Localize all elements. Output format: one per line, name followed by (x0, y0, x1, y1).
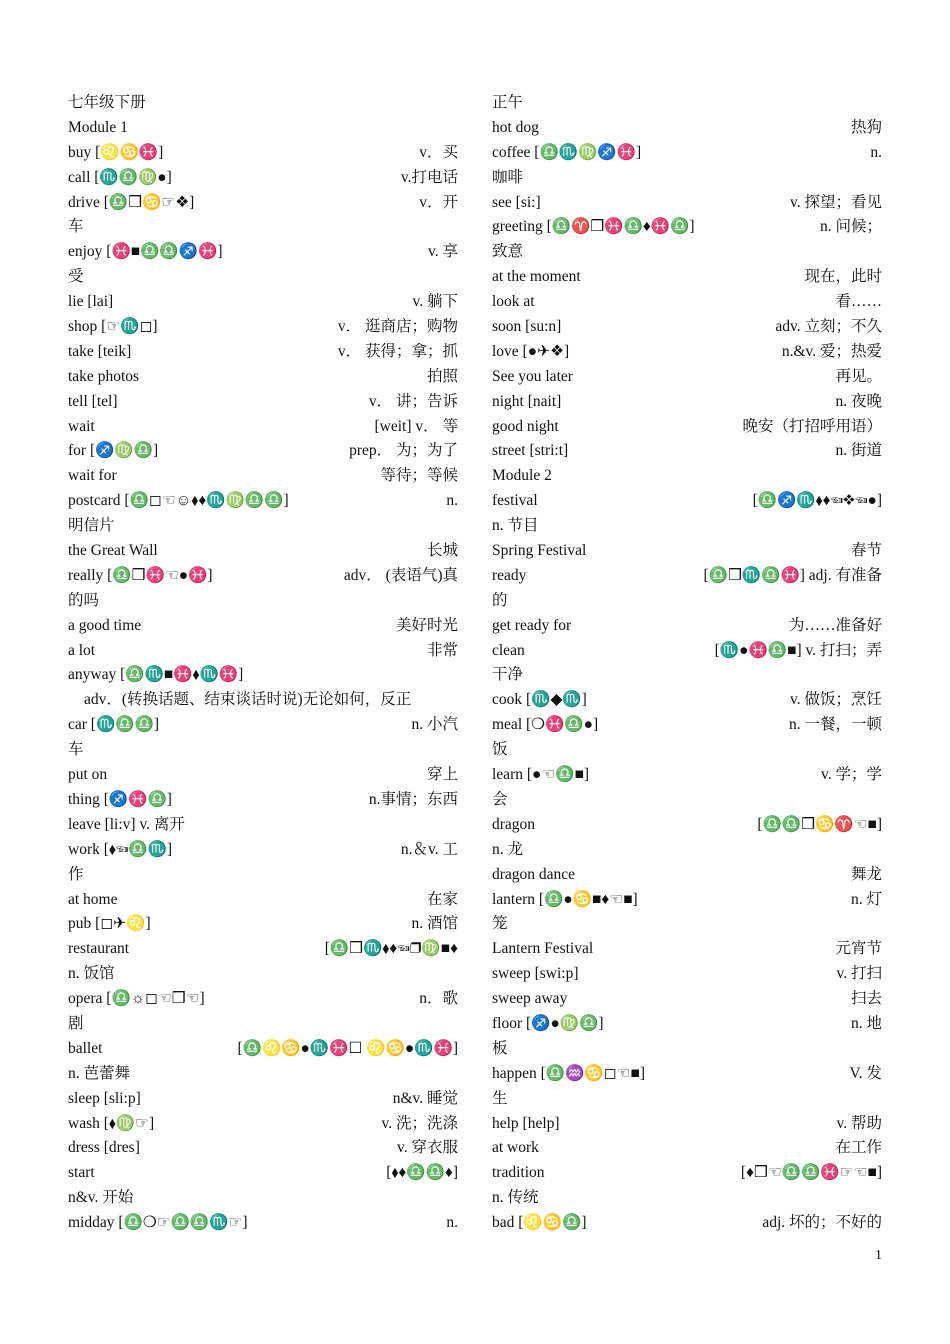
vocab-term: 车 (68, 218, 84, 236)
vocab-term: postcard [♎◻☜☺⬧♦♏♍♎♎] (68, 492, 289, 510)
vocab-line (492, 290, 882, 315)
vocab-line (492, 215, 882, 240)
vocab-term: tradition (492, 1164, 545, 1182)
vocab-line (492, 1087, 882, 1112)
vocab-line (492, 91, 882, 116)
vocab-definition: n. (446, 1214, 458, 1232)
vocab-term: the Great Wall (68, 542, 158, 560)
vocab-definition: [♦❒☜♎♎♓☞☜■] (740, 1164, 882, 1182)
vocab-definition: n&v. 睡觉 (392, 1089, 458, 1107)
vocab-term: dragon (492, 815, 536, 833)
vocab-definition: 非常 (426, 641, 458, 659)
vocab-definition: n. (446, 492, 458, 510)
vocab-line (492, 962, 882, 987)
vocab-definition: v．买 (419, 143, 458, 161)
vocab-line (68, 813, 458, 838)
vocab-definition: adv． (表语气)真 (343, 566, 458, 584)
vocab-term: 致意 (492, 243, 524, 261)
vocab-term: adv．(转换话题、结束谈话时说)无论如何，反正 (84, 691, 412, 709)
vocab-line (492, 1136, 882, 1161)
vocab-definition: 再见。 (835, 367, 882, 385)
vocab-definition: [♎❒♏⬧♦☜❒♍■♦ (324, 940, 458, 958)
vocab-term: at work (492, 1139, 539, 1157)
vocab-term: n&v. 开始 (68, 1189, 134, 1207)
vocab-definition: 在家 (426, 890, 458, 908)
vocab-definition: 拍照 (426, 367, 458, 385)
vocab-term: drive [♎❒♋☞❖] (68, 193, 195, 211)
right-column (492, 91, 882, 1236)
vocab-definition: 春节 (850, 542, 882, 560)
vocab-definition: 扫去 (850, 990, 882, 1008)
vocab-term: really [♎❒♓☜●♓] (68, 566, 213, 584)
vocab-term: 剧 (68, 1014, 84, 1032)
vocab-term: 板 (492, 1039, 508, 1057)
vocab-line (492, 1161, 882, 1186)
vocab-term: n. 节目 (492, 517, 539, 535)
vocab-definition: 舞龙 (850, 865, 882, 883)
vocab-line (492, 987, 882, 1012)
vocab-line (492, 788, 882, 813)
vocab-term: meal [❍♓♎●] (492, 716, 599, 734)
vocab-term: take [teik] (68, 342, 132, 360)
vocab-definition: 等待；等候 (380, 467, 458, 485)
vocab-definition: n. 酒馆 (411, 915, 458, 933)
vocab-definition: v. 帮助 (836, 1114, 882, 1132)
vocab-term: lie [lai] (68, 293, 114, 311)
vocab-term: shop [☞♏◻] (68, 318, 158, 336)
vocab-line (68, 713, 458, 738)
vocab-line (68, 91, 458, 116)
vocab-term: anyway [♎♏■♓⬧♏♓] (68, 666, 244, 684)
vocab-term: take photos (68, 367, 140, 385)
vocab-line (68, 365, 458, 390)
vocab-line (68, 141, 458, 166)
vocab-definition: v. 学；学 (821, 766, 882, 784)
vocab-definition: adv. 立刻；不久 (775, 318, 882, 336)
vocab-term: n. 饭馆 (68, 965, 115, 983)
vocab-term: greeting [♎♈❒♓♎♦♓♎] (492, 218, 695, 236)
vocab-line (68, 166, 458, 191)
vocab-definition: [♎♐♏⬧♦☜❖☜●] (752, 492, 882, 510)
vocab-line (492, 1037, 882, 1062)
vocab-line (68, 240, 458, 265)
vocab-term: at the moment (492, 268, 581, 286)
vocab-definition: [weit] v． 等 (374, 417, 458, 435)
vocab-term: Lantern Festival (492, 940, 594, 958)
vocab-term: happen [♎♒♋◻☜■] (492, 1064, 645, 1082)
vocab-term: a lot (68, 641, 96, 659)
vocab-definition: prep． 为；为了 (349, 442, 458, 460)
vocab-definition: v. 探望；看见 (790, 193, 882, 211)
vocab-term: leave [li:v] v. 离开 (68, 815, 185, 833)
vocab-term: for [♐♍♎] (68, 442, 159, 460)
vocab-line (492, 1012, 882, 1037)
vocab-line (492, 863, 882, 888)
vocab-term: 笼 (492, 915, 508, 933)
vocab-line (68, 340, 458, 365)
vocab-line (492, 614, 882, 639)
vocab-term: start (68, 1164, 95, 1182)
vocab-line (492, 1186, 882, 1211)
vocab-term: 饭 (492, 741, 508, 759)
vocab-term: soon [su:n] (492, 318, 562, 336)
vocab-line (492, 365, 882, 390)
vocab-line (68, 738, 458, 763)
vocab-line (68, 489, 458, 514)
vocab-definition: n. 街道 (835, 442, 882, 460)
vocab-term: wash [⬧♍☞] (68, 1114, 155, 1132)
vocab-definition: [♎♌♋●♏♓☐ ♌♋●♏♓] (237, 1039, 458, 1057)
vocab-term: clean (492, 641, 525, 659)
vocab-line (68, 937, 458, 962)
vocab-term: enjoy [♓■♎♎♐♓] (68, 243, 223, 261)
vocab-term: put on (68, 766, 108, 784)
vocab-term: n. 传统 (492, 1189, 539, 1207)
vocab-term: sweep away (492, 990, 568, 1008)
vocab-line (68, 614, 458, 639)
vocab-line (68, 265, 458, 290)
vocab-line (68, 1087, 458, 1112)
vocab-line (492, 1211, 882, 1236)
vocab-definition: v． 获得；拿；抓 (337, 342, 458, 360)
vocab-line (492, 539, 882, 564)
vocab-definition: v.打电话 (400, 168, 458, 186)
page-number: 1 (875, 1248, 882, 1263)
vocab-term: sleep [sli:p] (68, 1089, 141, 1107)
vocab-term: 受 (68, 268, 84, 286)
vocab-line (68, 589, 458, 614)
vocab-line (492, 589, 882, 614)
vocab-line (68, 1161, 458, 1186)
vocab-term: restaurant (68, 940, 130, 958)
vocab-term: a good time (68, 616, 142, 634)
vocab-term: festival (492, 492, 538, 510)
vocab-term: tell [tel] (68, 392, 118, 410)
vocab-term: ready (492, 566, 527, 584)
vocab-line (492, 912, 882, 937)
vocab-definition: 美好时光 (395, 616, 458, 634)
vocab-definition: v． 讲；告诉 (368, 392, 458, 410)
vocab-term: car [♏♎♎] (68, 716, 160, 734)
vocab-definition: n. 灯 (850, 890, 882, 908)
vocab-term: pub [◻✈♌] (68, 915, 151, 933)
vocab-term: buy [♌♋♓] (68, 143, 164, 161)
vocab-definition: n.＆v. 工 (400, 840, 458, 858)
vocab-line (68, 1012, 458, 1037)
vocab-term: ballet (68, 1039, 103, 1057)
vocab-line (68, 564, 458, 589)
vocab-line (492, 439, 882, 464)
vocab-definition: [♎❒♏♎♓] adj. 有准备 (703, 566, 882, 584)
vocab-term: 七年级下册 (68, 94, 146, 111)
vocab-line (68, 912, 458, 937)
vocab-line (68, 1112, 458, 1137)
vocab-line (68, 514, 458, 539)
vocab-line (68, 788, 458, 813)
vocab-line (492, 564, 882, 589)
vocab-line (492, 937, 882, 962)
vocab-line (492, 240, 882, 265)
vocab-line (492, 838, 882, 863)
vocab-term: get ready for (492, 616, 572, 634)
vocab-term: call [♏♎♍●] (68, 168, 172, 186)
vocab-line (492, 315, 882, 340)
vocab-term: look at (492, 293, 535, 311)
vocab-definition: n. 问候； (819, 218, 882, 236)
vocab-term: good night (492, 417, 559, 435)
vocab-term: 正午 (492, 94, 524, 111)
vocab-line (492, 489, 882, 514)
vocab-definition: v． 逛商店；购物 (337, 318, 458, 336)
vocab-definition: n. 夜晚 (835, 392, 882, 410)
vocab-line (68, 1136, 458, 1161)
vocab-line (492, 265, 882, 290)
vocab-term: night [nait] (492, 392, 562, 410)
vocab-definition: v. 打扫 (836, 965, 882, 983)
vocab-term: dragon dance (492, 865, 576, 883)
vocab-term: 车 (68, 741, 84, 759)
vocab-term: 明信片 (68, 517, 115, 535)
vocab-line (68, 464, 458, 489)
vocab-line (68, 639, 458, 664)
vocab-line (68, 315, 458, 340)
vocab-line (492, 763, 882, 788)
vocab-term: help [help] (492, 1114, 560, 1132)
vocab-line (68, 215, 458, 240)
vocab-line (492, 166, 882, 191)
vocab-term: at home (68, 890, 118, 908)
vocab-term: Module 2 (492, 467, 552, 485)
vocab-definition: v. 躺下 (412, 293, 458, 311)
vocab-definition: 在工作 (835, 1139, 882, 1157)
vocab-definition: n.&v. 爱；热爱 (781, 342, 882, 360)
vocab-term: 干净 (492, 666, 524, 684)
vocab-definition: v. 享 (428, 243, 458, 261)
vocab-line (68, 763, 458, 788)
vocab-line (68, 415, 458, 440)
vocab-line (492, 191, 882, 216)
vocab-term: See you later (492, 367, 573, 385)
vocab-term: dress [dres] (68, 1139, 140, 1157)
vocab-definition: v．开 (419, 193, 458, 211)
vocab-definition: [⬧♦♎♎♦] (386, 1164, 458, 1182)
vocab-definition: 长城 (426, 542, 458, 560)
vocab-term: bad [♌♋♎] (492, 1214, 587, 1232)
vocab-definition: n. 一餐，一顿 (788, 716, 882, 734)
vocab-line (492, 464, 882, 489)
vocab-line (68, 390, 458, 415)
vocab-definition: 热狗 (850, 118, 882, 136)
vocab-definition: [♏●♓♎■] v. 打扫；弄 (714, 641, 882, 659)
vocab-line (68, 439, 458, 464)
vocab-definition: 元宵节 (835, 940, 882, 958)
vocab-term: floor [♐●♍♎] (492, 1014, 604, 1032)
vocab-definition: v. 洗；洗涤 (381, 1114, 458, 1132)
vocab-definition: [♎♎❒♋♈☜■] (757, 815, 882, 833)
vocab-term: thing [♐♓♎] (68, 790, 172, 808)
vocab-line (492, 340, 882, 365)
vocab-term: Spring Festival (492, 542, 587, 560)
vocab-term: hot dog (492, 118, 539, 136)
vocab-line (492, 390, 882, 415)
vocab-term: wait for (68, 467, 117, 485)
vocab-line (492, 639, 882, 664)
vocab-definition: 穿上 (426, 766, 458, 784)
vocab-definition: v. 做饭；烹饪 (790, 691, 882, 709)
vocab-line (492, 663, 882, 688)
vocab-term: street [stri:t] (492, 442, 569, 460)
vocab-definition: v. 穿衣服 (397, 1139, 458, 1157)
vocab-term: work [⬧☜♎♏] (68, 840, 173, 858)
vocab-line (68, 191, 458, 216)
vocab-definition: 为……准备好 (788, 616, 882, 634)
vocab-definition: V. 发 (849, 1064, 882, 1082)
vocab-term: coffee [♎♏♍♐♓] (492, 143, 642, 161)
vocab-term: learn [●☜♎■] (492, 766, 590, 784)
vocab-line (68, 888, 458, 913)
vocab-term: wait (68, 417, 95, 435)
vocab-definition: 晚安（打招呼用语） (742, 417, 882, 435)
vocab-term: 的 (492, 591, 508, 609)
vocab-definition: n. 小汽 (411, 716, 458, 734)
vocab-definition: 看…… (835, 293, 882, 311)
vocab-term: see [si:] (492, 193, 541, 211)
vocab-term: 作 (68, 865, 84, 883)
vocab-line (492, 116, 882, 141)
vocab-term: sweep [swi:p] (492, 965, 579, 983)
vocab-definition: 现在，此时 (804, 268, 882, 286)
vocab-line (68, 838, 458, 863)
vocab-term: 会 (492, 790, 508, 808)
vocab-definition: n. 地 (850, 1014, 882, 1032)
vocab-line (68, 987, 458, 1012)
vocab-line (492, 688, 882, 713)
vocab-line (492, 713, 882, 738)
vocab-line (68, 962, 458, 987)
vocab-line (68, 1037, 458, 1062)
vocab-term: 的吗 (68, 591, 100, 609)
vocab-line (492, 1112, 882, 1137)
vocab-line (492, 738, 882, 763)
vocab-term: midday [♎❍☞♎♎♏☞] (68, 1214, 248, 1232)
vocab-definition: n.事情；东西 (368, 790, 458, 808)
vocab-line (492, 813, 882, 838)
vocab-term: cook [♏◆♏] (492, 691, 587, 709)
vocab-term: opera [♎☼◻☜❒☜] (68, 990, 205, 1008)
vocab-line (68, 539, 458, 564)
vocab-line (68, 1211, 458, 1236)
vocab-term: 咖啡 (492, 168, 524, 186)
vocab-line (68, 863, 458, 888)
vocab-line (68, 290, 458, 315)
vocab-term: n. 龙 (492, 840, 524, 858)
vocab-line (68, 688, 458, 713)
vocab-term: n. 芭蕾舞 (68, 1064, 131, 1082)
vocab-line (492, 1062, 882, 1087)
vocab-term: Module 1 (68, 118, 128, 136)
left-column (68, 91, 458, 1236)
vocab-line (68, 1186, 458, 1211)
vocab-line (68, 116, 458, 141)
vocab-line (492, 514, 882, 539)
vocab-term: 生 (492, 1089, 508, 1107)
vocab-line (492, 141, 882, 166)
vocab-definition: n. (870, 143, 882, 161)
vocab-term: lantern [♎●♋■♦☜■] (492, 890, 638, 908)
vocab-term: love [●✈❖] (492, 342, 570, 360)
vocab-line (492, 888, 882, 913)
vocab-definition: adj. 坏的；不好的 (762, 1214, 882, 1232)
vocab-line (68, 663, 458, 688)
vocab-line (492, 415, 882, 440)
vocab-definition: n．歌 (419, 990, 458, 1008)
vocab-line (68, 1062, 458, 1087)
